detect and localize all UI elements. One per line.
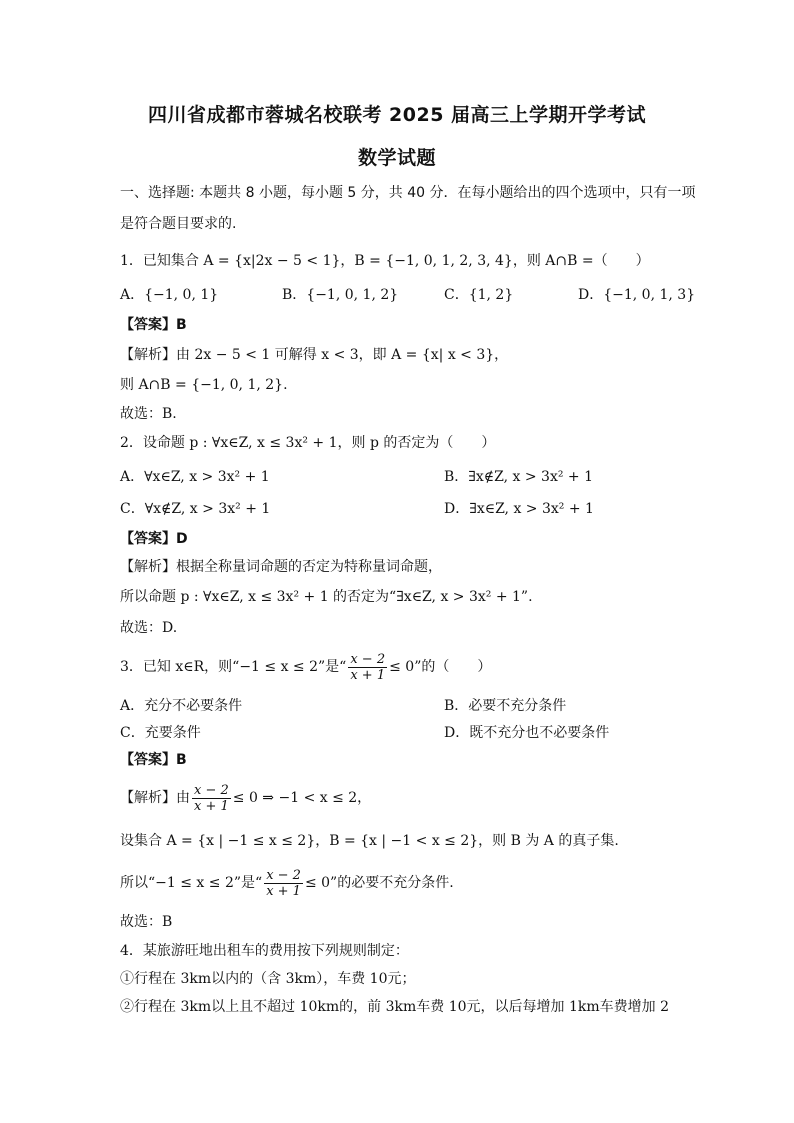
q2-option-a: A．∀x∈Z, x > 3x² + 1 (120, 469, 270, 485)
q3-analysis-fraction (192, 783, 231, 814)
q3-stem-pre: 3．已知 x∈R，则“−1 ≤ x ≤ 2”是“ (120, 659, 347, 675)
q3-analysis3-fraction-numerator: x − 2 (266, 867, 301, 883)
q3-stem (120, 648, 491, 686)
q1-analysis-line2: 则 A∩B = {−1, 0, 1, 2}. (120, 377, 288, 393)
q3-analysis-line3 (120, 864, 454, 902)
q2-conclusion: 故选：D. (120, 620, 178, 636)
q1-option-a: A．{−1, 0, 1} (120, 287, 219, 303)
q1-option-d: D．{−1, 0, 1, 3} (578, 287, 696, 303)
q3-stem-post: ≤ 0”的（ ） (389, 659, 492, 675)
q4-rule1: ①行程在 3km以内的（含 3km），车费 10元； (120, 971, 416, 987)
q3-analysis1-post: ≤ 0 ⇒ −1 < x ≤ 2， (232, 790, 372, 806)
q2-option-c: C．∀x∉Z, x > 3x² + 1 (120, 501, 271, 517)
q2-analysis-line2: 所以命题 p : ∀x∈Z, x ≤ 3x² + 1 的否定为“∃x∈Z, x > 3x² + 1”. (120, 589, 533, 605)
q3-option-d: D．既不充分也不必要条件 (444, 725, 610, 741)
q3-option-c: C．充要条件 (120, 725, 201, 741)
q1-conclusion: 故选：B. (120, 406, 177, 422)
q3-analysis-line2: 设集合 A = {x | −1 ≤ x ≤ 2}，B = {x | −1 < x ≤ 2}，则 B 为 A 的真子集. (120, 833, 619, 849)
q2-answer: 【答案】D (120, 531, 188, 547)
q3-option-a: A．充分不必要条件 (120, 698, 243, 714)
q4-stem: 4．某旅游旺地出租车的费用按下列规则制定： (120, 943, 409, 959)
q3-analysis-fraction-numerator: x − 2 (194, 782, 229, 798)
q3-analysis3-pre: 所以“−1 ≤ x ≤ 2”是“ (120, 875, 263, 891)
q2-stem: 2．设命题 p : ∀x∈Z, x ≤ 3x² + 1，则 p 的否定为（ ） (120, 435, 496, 451)
q1-option-c: C．{1, 2} (444, 287, 514, 303)
q1-analysis-line1: 【解析】由 2x − 5 < 1 可解得 x < 3，即 A = {x| x < 3}， (120, 347, 509, 363)
q3-analysis1-pre: 【解析】由 (120, 790, 190, 806)
q1-stem: 1．已知集合 A = {x|2x − 5 < 1}，B = {−1, 0, 1, 2, 3, 4}，则 A∩B =（ ） (120, 253, 650, 269)
q2-analysis-line1: 【解析】根据全称量词命题的否定为特称量词命题， (120, 559, 442, 575)
q3-conclusion: 故选：B (120, 914, 173, 930)
q3-analysis3-fraction-denominator: x + 1 (266, 883, 301, 899)
q2-option-b: B．∃x∉Z, x > 3x² + 1 (444, 469, 594, 485)
q3-fraction-numerator: x − 2 (350, 651, 386, 667)
section-intro-line1: 一、选择题: 本题共 8 小题，每小题 5 分，共 40 分．在每小题给出的四个选项中，只有一项 (120, 185, 696, 201)
q3-fraction-denominator: x + 1 (350, 667, 386, 683)
q1-option-b: B．{−1, 0, 1, 2} (282, 287, 399, 303)
q1-answer: 【答案】B (120, 317, 187, 333)
q4-rule2: ②行程在 3km以上且不超过 10km的，前 3km车费 10元，以后每增加 1km车费增加 2 (120, 999, 669, 1015)
q3-fraction (348, 652, 387, 683)
exam-title: 四川省成都市蓉城名校联考 2025 届高三上学期开学考试 (147, 104, 647, 126)
q3-analysis3-post: ≤ 0”的必要不充分条件. (304, 875, 454, 891)
q3-answer: 【答案】B (120, 752, 187, 768)
section-intro-line2: 是符合题目要求的. (120, 216, 237, 232)
exam-subtitle: 数学试题 (357, 147, 436, 169)
q3-analysis-fraction-denominator: x + 1 (194, 798, 229, 814)
q3-analysis3-fraction (264, 868, 303, 899)
q2-option-d: D．∃x∈Z, x > 3x² + 1 (444, 501, 594, 517)
q3-analysis-line1 (120, 779, 371, 817)
q3-option-b: B．必要不充分条件 (444, 698, 567, 714)
